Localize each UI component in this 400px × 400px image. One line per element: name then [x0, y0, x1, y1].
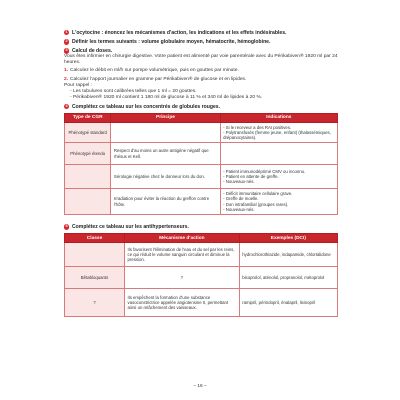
- question-number-badge: 2: [65, 39, 68, 44]
- column-header: Type de CGR: [65, 114, 111, 123]
- type-cell: [65, 165, 111, 189]
- type-cell: Phénotypé étendu: [65, 143, 111, 165]
- table-row: [65, 243, 338, 267]
- indications-cell: [220, 143, 337, 165]
- question-number-badge: 3: [65, 48, 68, 53]
- mechanism-cell: ?: [125, 267, 240, 289]
- table-header-row: [65, 234, 338, 243]
- question-title: Complétez ce tableau sur les concentrés de globules rouges.: [72, 103, 221, 110]
- mechanism-cell: Ils favorisent l'élimination de l'eau et du sel par les reins, ce qui réduit le volume sanguin circulant et diminue la pression.: [125, 243, 240, 267]
- reminder-label: Pour rappel :: [64, 82, 93, 88]
- column-header: Exemples (DCI): [239, 234, 337, 243]
- page-number: – 16 –: [193, 384, 207, 389]
- question-3-item-2: [64, 77, 338, 83]
- question-number-badge: 5: [65, 224, 68, 229]
- question-3-item-1: [64, 68, 338, 74]
- item-number: 1.: [64, 68, 69, 74]
- question-title: Complétez ce tableau sur les antihypertenseurs.: [72, 224, 189, 231]
- indications-cell: - Déficit immunitaire cellulaire grave. - Greffe de moelle. - Don intrafamilial (groupes rares). - Nouveaux-nés.: [220, 189, 337, 215]
- table-row: [65, 123, 338, 143]
- reminder-line: - Les tubulures sont calibrées telles que 1 ml = 20 gouttes.: [70, 88, 197, 94]
- item-text: Calculez le débit en ml/h sur pompe volumétrique, puis en gouttes par minute.: [70, 68, 239, 74]
- table-row: [65, 143, 338, 165]
- question-number-badge: 4: [65, 104, 68, 109]
- examples-cell: ramipril, périndopril, énalapril, lisinopril: [239, 289, 337, 317]
- question-5: [64, 224, 338, 230]
- question-3-intro: Vous êtes infirmier en chirurgie digestive. Votre patient est alimenté par voie parentérale avec du Périkabiven® 1920 ml par 24 heures.: [64, 54, 338, 66]
- column-header: Principe: [111, 114, 220, 123]
- column-header: Mécanisme d'action: [125, 234, 240, 243]
- question-4: [64, 104, 338, 110]
- question-number-badge: 1: [65, 30, 68, 35]
- indications-cell: - Si le receveur a des RAI positives. - Polytransfusés (femme jeune, enfant) (thalassémiques, drépanocytaires).: [220, 123, 337, 143]
- question-2: [64, 39, 338, 45]
- item-text: Calculez l'apport journalier en gramme par Périkabiven® de glucose et en lipides.: [70, 76, 247, 82]
- antihypertensive-table: [64, 233, 338, 317]
- class-cell: [65, 243, 125, 267]
- column-header: Indications: [220, 114, 337, 123]
- principle-cell: Sérologie négative chez le donneur lors du don.: [111, 165, 220, 189]
- question-title: Calcul de doses.: [72, 48, 113, 55]
- page-content: [64, 30, 338, 317]
- principle-cell: [111, 123, 220, 143]
- column-header: Classe: [65, 234, 125, 243]
- principle-cell: Respect d'au moins un autre antigène négatif que rhésus et Kell.: [111, 143, 220, 165]
- principle-cell: Irradiation pour éviter la réaction du greffon contre l'hôte.: [111, 189, 220, 215]
- table-row: [65, 189, 338, 215]
- question-text: Définir les termes suivants : volume globulaire moyen, hématocrite, hémoglobine.: [72, 39, 271, 46]
- question-1: [64, 30, 338, 36]
- class-cell: Bêtabloquants: [65, 267, 125, 289]
- mechanism-cell: Ils empêchent la formation d'une substance vasoconstrictrice appelée angiotensine II, permettant ainsi un relâchement des vaisseaux.: [125, 289, 240, 317]
- question-text: L'ocytocine : énoncez les mécanismes d'action, les indications et les effets indésirables.: [72, 30, 287, 36]
- class-cell: ?: [65, 289, 125, 317]
- table-row: [65, 289, 338, 317]
- cgr-table: [64, 113, 338, 215]
- type-cell: [65, 189, 111, 215]
- examples-cell: hydrochlorothiazide, indapamide, chlortalidone: [239, 243, 337, 267]
- indications-cell: - Patient immunodéprimé CMV ou inconnu. - Patient en attente de greffe. - Nouveaux-nés.: [220, 165, 337, 189]
- examples-cell: bisoprolol, aténolol, propranolol, métoprolol: [239, 267, 337, 289]
- table-header-row: [65, 114, 338, 123]
- table-row: [65, 267, 338, 289]
- question-3: [64, 48, 338, 54]
- item-number: 2.: [64, 76, 69, 82]
- table-row: [65, 165, 338, 189]
- reminder-line: - Périkabiven® 1920 ml contient 1 180 ml de glucose à 11 % et 340 ml de lipides à 20 %.: [70, 94, 263, 100]
- type-cell: Phénotypé standard: [65, 123, 111, 143]
